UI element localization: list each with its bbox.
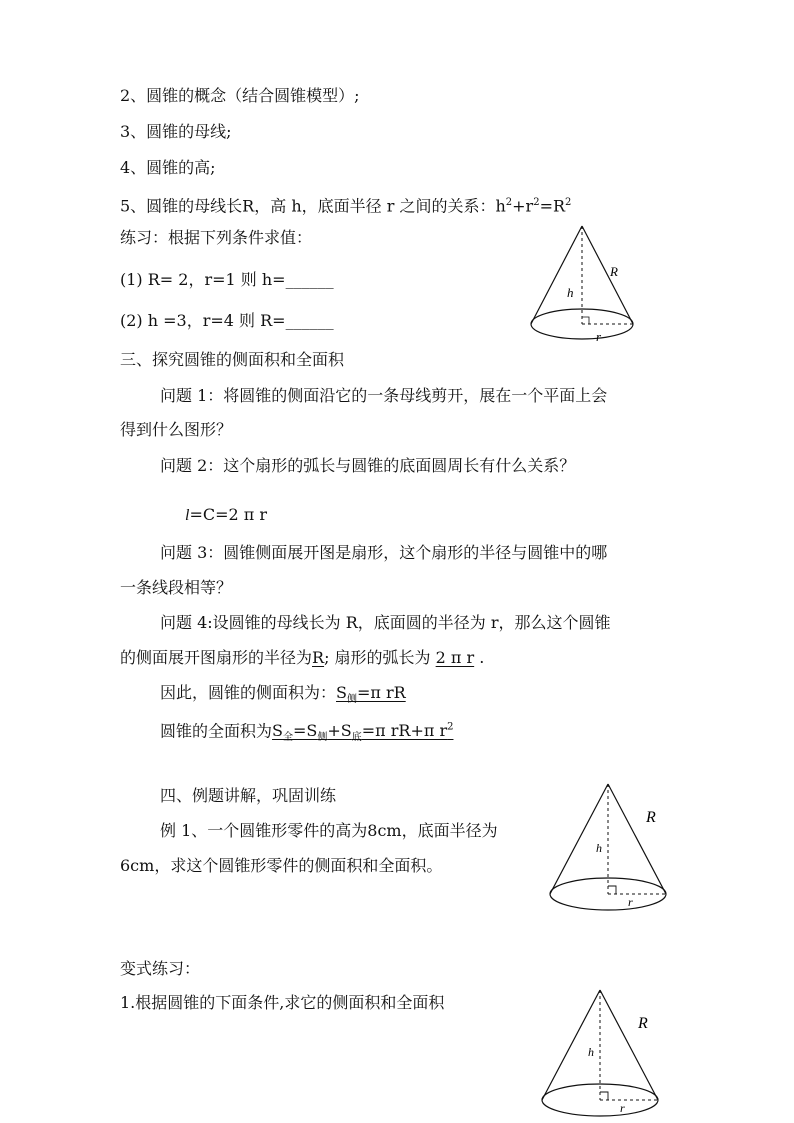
- fig3-r-label: r: [620, 1101, 625, 1115]
- question-4a: 问题 4:设圆锥的母线长为 R，底面圆的半径为 r，那么这个圆锥: [160, 613, 611, 632]
- fig2-R-label: R: [646, 809, 656, 826]
- fig2-h-label: h: [596, 841, 602, 855]
- question-1b: 得到什么图形？: [120, 420, 233, 439]
- example-1a: 例 1、一个圆锥形零件的高为8cm，底面半径为: [160, 821, 498, 840]
- section-3-title: 三、探究圆锥的侧面积和全面积: [120, 350, 345, 369]
- question-4b: 的侧面展开图扇形的半径为R; 扇形的弧长为 2 π r .: [120, 648, 485, 667]
- question-2: 问题 2：这个扇形的弧长与圆锥的底面圆周长有什么关系？: [160, 456, 576, 475]
- example-1b: 6cm，求这个圆锥形零件的侧面积和全面积。: [120, 856, 443, 875]
- question-3a: 问题 3：圆锥侧面展开图是扇形，这个扇形的半径与圆锥中的哪: [160, 543, 608, 562]
- line-5: 5、圆锥的母线长R，高 h，底面半径 r 之间的关系：$h^2+r^2=R^2$: [120, 196, 572, 216]
- fig2-r-label: r: [628, 895, 633, 909]
- cone-figure-1: [522, 220, 642, 350]
- lateral-area: 因此，圆锥的侧面积为：$S_侧=\pi$ rR: [160, 683, 406, 706]
- line-2: 2、圆锥的概念（结合圆锥模型）;: [120, 86, 360, 105]
- fig1-R-label: R: [610, 264, 618, 279]
- section-4-title: 四、例题讲解，巩固训练: [160, 786, 337, 805]
- cone-figure-2: [542, 778, 682, 918]
- cone-figure-3: [534, 984, 674, 1122]
- fig1-h-label: h: [567, 285, 574, 300]
- formula-arc: l=C=2 π r: [185, 505, 268, 524]
- practice-title: 练习：根据下列条件求值：: [120, 228, 313, 247]
- fig1-r-label: r: [596, 329, 602, 344]
- line-3: 3、圆锥的母线;: [120, 122, 232, 141]
- question-3b: 一条线段相等？: [120, 578, 233, 597]
- fig3-h-label: h: [588, 1045, 594, 1059]
- total-area: 圆锥的全面积为$S_全=S_侧+S_底=\pi$ rR+π $r^2$: [160, 721, 454, 744]
- variant-title: 变式练习：: [120, 959, 201, 978]
- line-4: 4、圆锥的高;: [120, 158, 216, 177]
- practice-1: (1) R= 2，r=1 则 h=______: [120, 270, 334, 289]
- question-1a: 问题 1：将圆锥的侧面沿它的一条母线剪开，展在一个平面上会: [160, 386, 608, 405]
- variant-1: 1.根据圆锥的下面条件,求它的侧面积和全面积: [120, 993, 445, 1012]
- fig3-R-label: R: [638, 1015, 648, 1032]
- practice-2: (2) h =3，r=4 则 R=______: [120, 311, 334, 330]
